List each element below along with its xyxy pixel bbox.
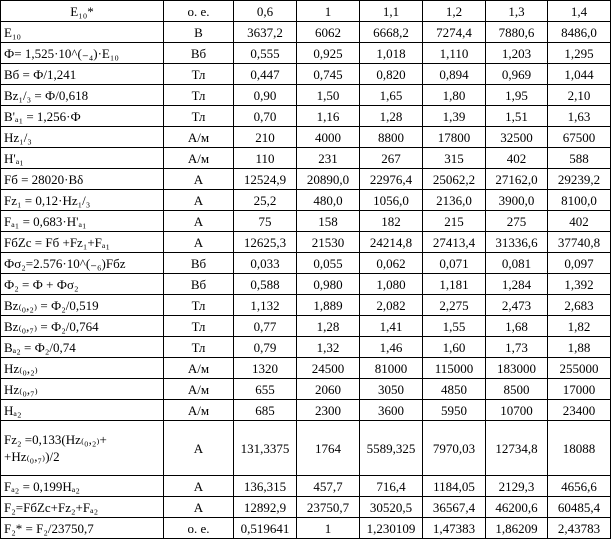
row-formula-label: Hz₍₀,₂₎ <box>1 358 164 379</box>
table-row <box>1 106 611 127</box>
row-formula-label: Bб = Ф/1,241 <box>1 64 164 85</box>
row-unit: Тл <box>164 64 234 85</box>
row-value: 0,033 <box>234 253 297 274</box>
row-value: 4850 <box>423 379 486 400</box>
row-value: 30520,5 <box>360 497 423 518</box>
row-value: 315 <box>423 148 486 169</box>
row-value: 8800 <box>360 127 423 148</box>
table-body <box>1 1 611 539</box>
row-formula-label: Fz₁ = 0,12·Hz₁/₃ <box>1 190 164 211</box>
row-formula-label: Ф= 1,525·10^(₋₄)·E₁₀ <box>1 43 164 64</box>
row-value: 1320 <box>234 358 297 379</box>
row-value: 4000 <box>297 127 360 148</box>
row-value: 36567,4 <box>423 497 486 518</box>
table-row <box>1 379 611 400</box>
row-formula-label: B'ₐ₁ = 1,256·Ф <box>1 106 164 127</box>
table-row <box>1 274 611 295</box>
row-value: 1,80 <box>423 85 486 106</box>
table-row <box>1 421 611 476</box>
row-value: 1,47383 <box>423 518 486 539</box>
row-value: 131,3375 <box>234 421 297 476</box>
row-unit: А <box>164 211 234 232</box>
header-cell-unit: о. е. <box>164 1 234 22</box>
row-value: 655 <box>234 379 297 400</box>
row-formula-label: F₂=FбZс+Fz₂+Fₐ₂ <box>1 497 164 518</box>
row-value: 1,95 <box>486 85 548 106</box>
row-value: 183000 <box>486 358 548 379</box>
row-value: 1,132 <box>234 295 297 316</box>
row-value: 1,295 <box>548 43 611 64</box>
row-value: 81000 <box>360 358 423 379</box>
row-unit: А/м <box>164 379 234 400</box>
row-value: 0,79 <box>234 337 297 358</box>
row-value: 2129,3 <box>486 476 548 497</box>
row-formula-label: FбZс = Fб +Fz₁+Fₐ₁ <box>1 232 164 253</box>
row-value: 1,88 <box>548 337 611 358</box>
row-formula-label: Bz₁/₃ = Ф/0,618 <box>1 85 164 106</box>
row-value: 3600 <box>360 400 423 421</box>
row-unit: Тл <box>164 337 234 358</box>
row-value: 21530 <box>297 232 360 253</box>
row-value: 1 <box>297 518 360 539</box>
row-value: 1,86209 <box>486 518 548 539</box>
table-row <box>1 358 611 379</box>
row-value: 18088 <box>548 421 611 476</box>
row-value: 7274,4 <box>423 22 486 43</box>
row-value: 0,745 <box>297 64 360 85</box>
table-row <box>1 169 611 190</box>
row-value: 4656,6 <box>548 476 611 497</box>
row-formula-label: Fₐ₁ = 0,683·H'ₐ₁ <box>1 211 164 232</box>
row-unit: Тл <box>164 295 234 316</box>
row-value: 0,925 <box>297 43 360 64</box>
table-row <box>1 64 611 85</box>
row-value: 275 <box>486 211 548 232</box>
row-value: 1,044 <box>548 64 611 85</box>
row-value: 25062,2 <box>423 169 486 190</box>
row-value: 685 <box>234 400 297 421</box>
row-unit: А <box>164 169 234 190</box>
row-unit: А <box>164 476 234 497</box>
row-value: 402 <box>548 211 611 232</box>
row-value: 37740,8 <box>548 232 611 253</box>
table-row <box>1 497 611 518</box>
row-value: 12734,8 <box>486 421 548 476</box>
row-value: 110 <box>234 148 297 169</box>
row-value: 20890,0 <box>297 169 360 190</box>
row-value: 6668,2 <box>360 22 423 43</box>
table-row <box>1 295 611 316</box>
row-value: 2,082 <box>360 295 423 316</box>
table-row <box>1 148 611 169</box>
header-cell-value: 1,1 <box>360 1 423 22</box>
row-value: 2,473 <box>486 295 548 316</box>
row-value: 8500 <box>486 379 548 400</box>
row-value: 0,071 <box>423 253 486 274</box>
row-unit: Тл <box>164 85 234 106</box>
row-value: 0,980 <box>297 274 360 295</box>
row-value: 1,16 <box>297 106 360 127</box>
row-value: 6062 <box>297 22 360 43</box>
header-cell-value: 1,2 <box>423 1 486 22</box>
row-formula-label: Ф₂ = Ф + Фσ₂ <box>1 274 164 295</box>
row-value: 1,284 <box>486 274 548 295</box>
row-value: 1,018 <box>360 43 423 64</box>
row-value: 1,50 <box>297 85 360 106</box>
row-value: 0,820 <box>360 64 423 85</box>
row-value: 8100,0 <box>548 190 611 211</box>
table-row <box>1 85 611 106</box>
row-value: 2060 <box>297 379 360 400</box>
row-value: 2,275 <box>423 295 486 316</box>
row-value: 1,46 <box>360 337 423 358</box>
header-cell-value: 0,6 <box>234 1 297 22</box>
row-unit: А/м <box>164 148 234 169</box>
row-value: 457,7 <box>297 476 360 497</box>
row-formula-label: Hₐ₂ <box>1 400 164 421</box>
table-row <box>1 476 611 497</box>
row-value: 2,43783 <box>548 518 611 539</box>
row-value: 8486,0 <box>548 22 611 43</box>
row-value: 23400 <box>548 400 611 421</box>
row-value: 0,555 <box>234 43 297 64</box>
row-value: 1,51 <box>486 106 548 127</box>
row-value: 1,39 <box>423 106 486 127</box>
row-value: 0,90 <box>234 85 297 106</box>
row-value: 0,519641 <box>234 518 297 539</box>
row-value: 1,68 <box>486 316 548 337</box>
row-value: 0,894 <box>423 64 486 85</box>
row-value: 255000 <box>548 358 611 379</box>
row-value: 2300 <box>297 400 360 421</box>
row-value: 0,969 <box>486 64 548 85</box>
row-value: 5950 <box>423 400 486 421</box>
row-unit: А/м <box>164 400 234 421</box>
row-value: 2,683 <box>548 295 611 316</box>
row-unit: Вб <box>164 274 234 295</box>
row-value: 46200,6 <box>486 497 548 518</box>
row-unit: о. е. <box>164 518 234 539</box>
row-value: 25,2 <box>234 190 297 211</box>
row-formula-label: Bz₍₀,₇₎ = Ф₂/0,764 <box>1 316 164 337</box>
header-cell-value: 1 <box>297 1 360 22</box>
row-value: 1184,05 <box>423 476 486 497</box>
row-value: 1,181 <box>423 274 486 295</box>
row-unit: Вб <box>164 253 234 274</box>
row-unit: А <box>164 232 234 253</box>
row-value: 17800 <box>423 127 486 148</box>
row-value: 1,41 <box>360 316 423 337</box>
row-value: 0,097 <box>548 253 611 274</box>
row-value: 1764 <box>297 421 360 476</box>
row-value: 1,203 <box>486 43 548 64</box>
row-value: 1,110 <box>423 43 486 64</box>
row-value: 267 <box>360 148 423 169</box>
table-row <box>1 316 611 337</box>
row-value: 158 <box>297 211 360 232</box>
row-value: 136,315 <box>234 476 297 497</box>
row-value: 3900,0 <box>486 190 548 211</box>
row-formula-label: Hz₍₀,₇₎ <box>1 379 164 400</box>
row-value: 12524,9 <box>234 169 297 190</box>
table-row <box>1 43 611 64</box>
row-value: 115000 <box>423 358 486 379</box>
row-value: 1,32 <box>297 337 360 358</box>
row-value: 10700 <box>486 400 548 421</box>
table-row <box>1 518 611 539</box>
row-value: 1,73 <box>486 337 548 358</box>
row-value: 0,081 <box>486 253 548 274</box>
row-value: 27162,0 <box>486 169 548 190</box>
row-value: 0,588 <box>234 274 297 295</box>
row-unit: А <box>164 190 234 211</box>
row-value: 60485,4 <box>548 497 611 518</box>
row-value: 31336,6 <box>486 232 548 253</box>
row-unit: А <box>164 497 234 518</box>
row-value: 1,82 <box>548 316 611 337</box>
row-value: 0,055 <box>297 253 360 274</box>
row-unit: Тл <box>164 316 234 337</box>
row-formula-label: Fб = 28020·Bδ <box>1 169 164 190</box>
header-cell-value: 1,4 <box>548 1 611 22</box>
row-value: 3637,2 <box>234 22 297 43</box>
row-value: 1,392 <box>548 274 611 295</box>
row-unit: Вб <box>164 43 234 64</box>
row-value: 716,4 <box>360 476 423 497</box>
row-value: 1056,0 <box>360 190 423 211</box>
row-unit: В <box>164 22 234 43</box>
row-formula-label: Bz₍₀,₂₎ = Ф₂/0,519 <box>1 295 164 316</box>
row-value: 588 <box>548 148 611 169</box>
row-formula-label: Bₐ₂ = Ф₂/0,74 <box>1 337 164 358</box>
row-value: 1,65 <box>360 85 423 106</box>
table-row <box>1 337 611 358</box>
row-value: 231 <box>297 148 360 169</box>
row-value: 24214,8 <box>360 232 423 253</box>
row-value: 24500 <box>297 358 360 379</box>
row-value: 32500 <box>486 127 548 148</box>
row-unit: А <box>164 421 234 476</box>
row-value: 215 <box>423 211 486 232</box>
row-value: 22976,4 <box>360 169 423 190</box>
row-value: 1,60 <box>423 337 486 358</box>
row-formula-label: Фσ₂=2.576·10^(₋₆)Fбz <box>1 253 164 274</box>
row-value: 17000 <box>548 379 611 400</box>
row-value: 23750,7 <box>297 497 360 518</box>
row-value: 12892,9 <box>234 497 297 518</box>
header-cell-value: 1,3 <box>486 1 548 22</box>
row-formula-label: E₁₀ <box>1 22 164 43</box>
row-value: 0,447 <box>234 64 297 85</box>
row-value: 1,55 <box>423 316 486 337</box>
table-row <box>1 22 611 43</box>
table-row <box>1 211 611 232</box>
row-value: 27413,4 <box>423 232 486 253</box>
row-value: 1,63 <box>548 106 611 127</box>
row-value: 3050 <box>360 379 423 400</box>
row-value: 1,080 <box>360 274 423 295</box>
header-row <box>1 1 611 22</box>
row-formula-label: Hz₁/₃ <box>1 127 164 148</box>
table-row <box>1 232 611 253</box>
row-value: 480,0 <box>297 190 360 211</box>
row-value: 7970,03 <box>423 421 486 476</box>
row-value: 1,889 <box>297 295 360 316</box>
row-value: 7880,6 <box>486 22 548 43</box>
row-value: 2136,0 <box>423 190 486 211</box>
row-formula-label: F₂* = F₂/23750,7 <box>1 518 164 539</box>
row-value: 5589,325 <box>360 421 423 476</box>
row-value: 2,10 <box>548 85 611 106</box>
header-cell-param: E₁₀* <box>1 1 164 22</box>
row-value: 402 <box>486 148 548 169</box>
row-formula-label: H'ₐ₁ <box>1 148 164 169</box>
row-formula-label: Fₐ₂ = 0,199Hₐ₂ <box>1 476 164 497</box>
row-unit: Тл <box>164 106 234 127</box>
row-unit: А/м <box>164 127 234 148</box>
row-value: 210 <box>234 127 297 148</box>
row-formula-label: Fz₂ =0,133(Hz₍₀,₂₎+ +Hz₍₀,₇₎)/2 <box>1 421 164 476</box>
table-row <box>1 127 611 148</box>
row-unit: А/м <box>164 358 234 379</box>
row-value: 29239,2 <box>548 169 611 190</box>
row-value: 182 <box>360 211 423 232</box>
row-value: 67500 <box>548 127 611 148</box>
table-row <box>1 253 611 274</box>
row-value: 1,28 <box>297 316 360 337</box>
table-row <box>1 400 611 421</box>
row-value: 75 <box>234 211 297 232</box>
row-value: 0,70 <box>234 106 297 127</box>
table-row <box>1 190 611 211</box>
row-value: 0,062 <box>360 253 423 274</box>
row-value: 1,28 <box>360 106 423 127</box>
row-value: 12625,3 <box>234 232 297 253</box>
row-value: 1,230109 <box>360 518 423 539</box>
row-value: 0,77 <box>234 316 297 337</box>
